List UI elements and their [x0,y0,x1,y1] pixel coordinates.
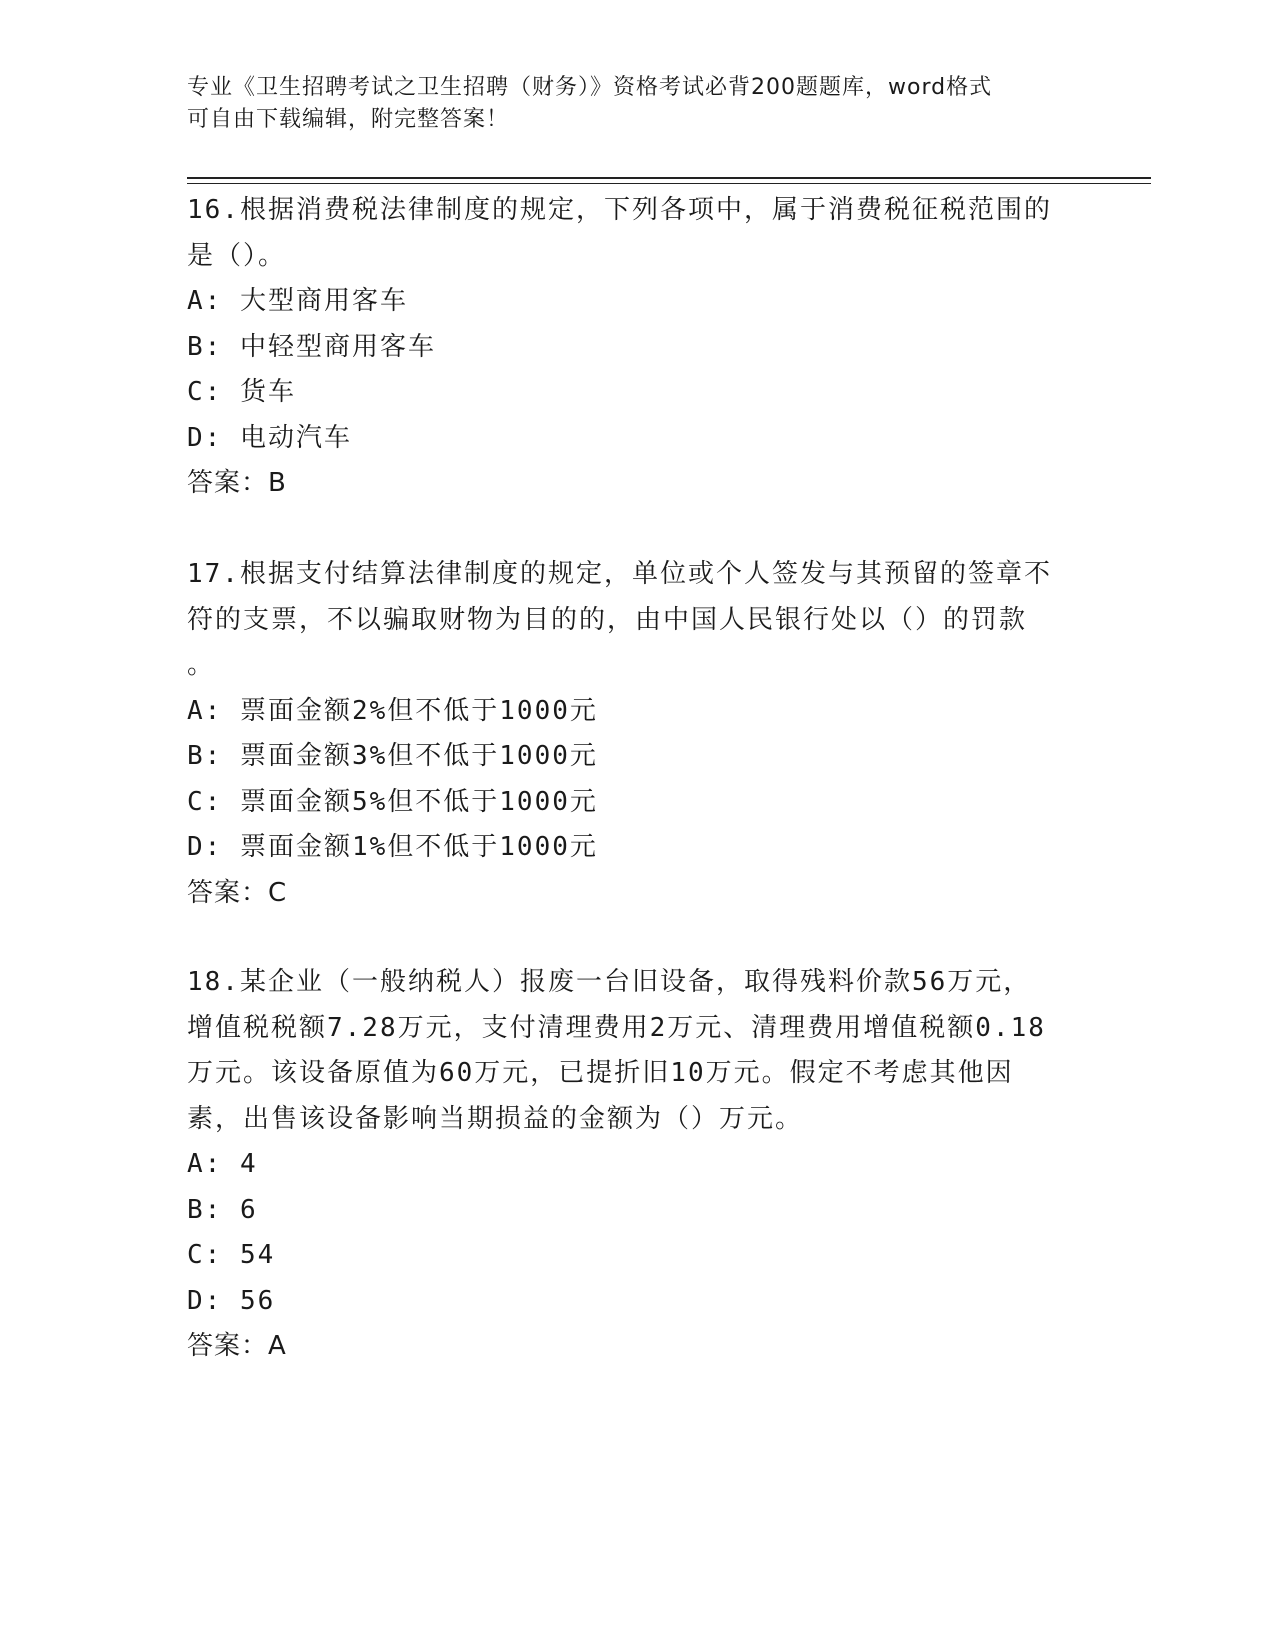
option-d: D: 票面金额1%但不低于1000元 [187,832,598,862]
option-c: C: 货车 [187,377,296,407]
option-c: C: 54 [187,1240,276,1270]
header-divider-thick [187,177,1151,179]
header-line-2: 可自由下载编辑，附完整答案！ [187,107,510,132]
question-18 [187,960,1087,1370]
question-stem-line: 18.某企业（一般纳税人）报废一台旧设备，取得残料价款56万元， [187,967,1032,997]
question-17 [187,552,1087,916]
document-header [187,72,1067,136]
option-a: A: 4 [187,1149,258,1179]
question-stem-line: 增值税税额7.28万元，支付清理费用2万元、清理费用增值税额0.18 [187,1012,1046,1043]
option-b: B: 6 [187,1194,258,1225]
question-stem-line: 17.根据支付结算法律制度的规定，单位或个人签发与其预留的签章不 [187,559,1052,589]
answer-line: 答案：A [187,1331,287,1361]
header-line-1: 专业《卫生招聘考试之卫生招聘（财务）》资格考试必背200题题库，word格式 [187,75,993,100]
option-d: D: 56 [187,1285,276,1316]
option-b: B: 票面金额3%但不低于1000元 [187,741,598,771]
question-16 [187,188,1087,507]
option-b: B: 中轻型商用客车 [187,331,436,362]
option-d: D: 电动汽车 [187,422,352,453]
option-c: C: 票面金额5%但不低于1000元 [187,786,598,817]
question-stem-line: 素，出售该设备影响当期损益的金额为（）万元。 [187,1103,804,1134]
question-stem-line: 是（）。 [187,240,287,271]
question-stem-line: 。 [187,650,216,680]
answer-line: 答案：B [187,468,287,498]
question-stem-line: 万元。该设备原值为60万元，已提折旧10万元。假定不考虑其他因 [187,1058,1014,1088]
header-divider-thin [187,183,1151,184]
question-stem-line: 16.根据消费税法律制度的规定，下列各项中，属于消费税征税范围的 [187,195,1052,225]
answer-line: 答案：C [187,877,288,908]
question-stem-line: 符的支票，不以骗取财物为目的的，由中国人民银行处以（）的罚款 [187,604,1028,635]
option-a: A: 大型商用客车 [187,286,408,316]
option-a: A: 票面金额2%但不低于1000元 [187,695,598,726]
